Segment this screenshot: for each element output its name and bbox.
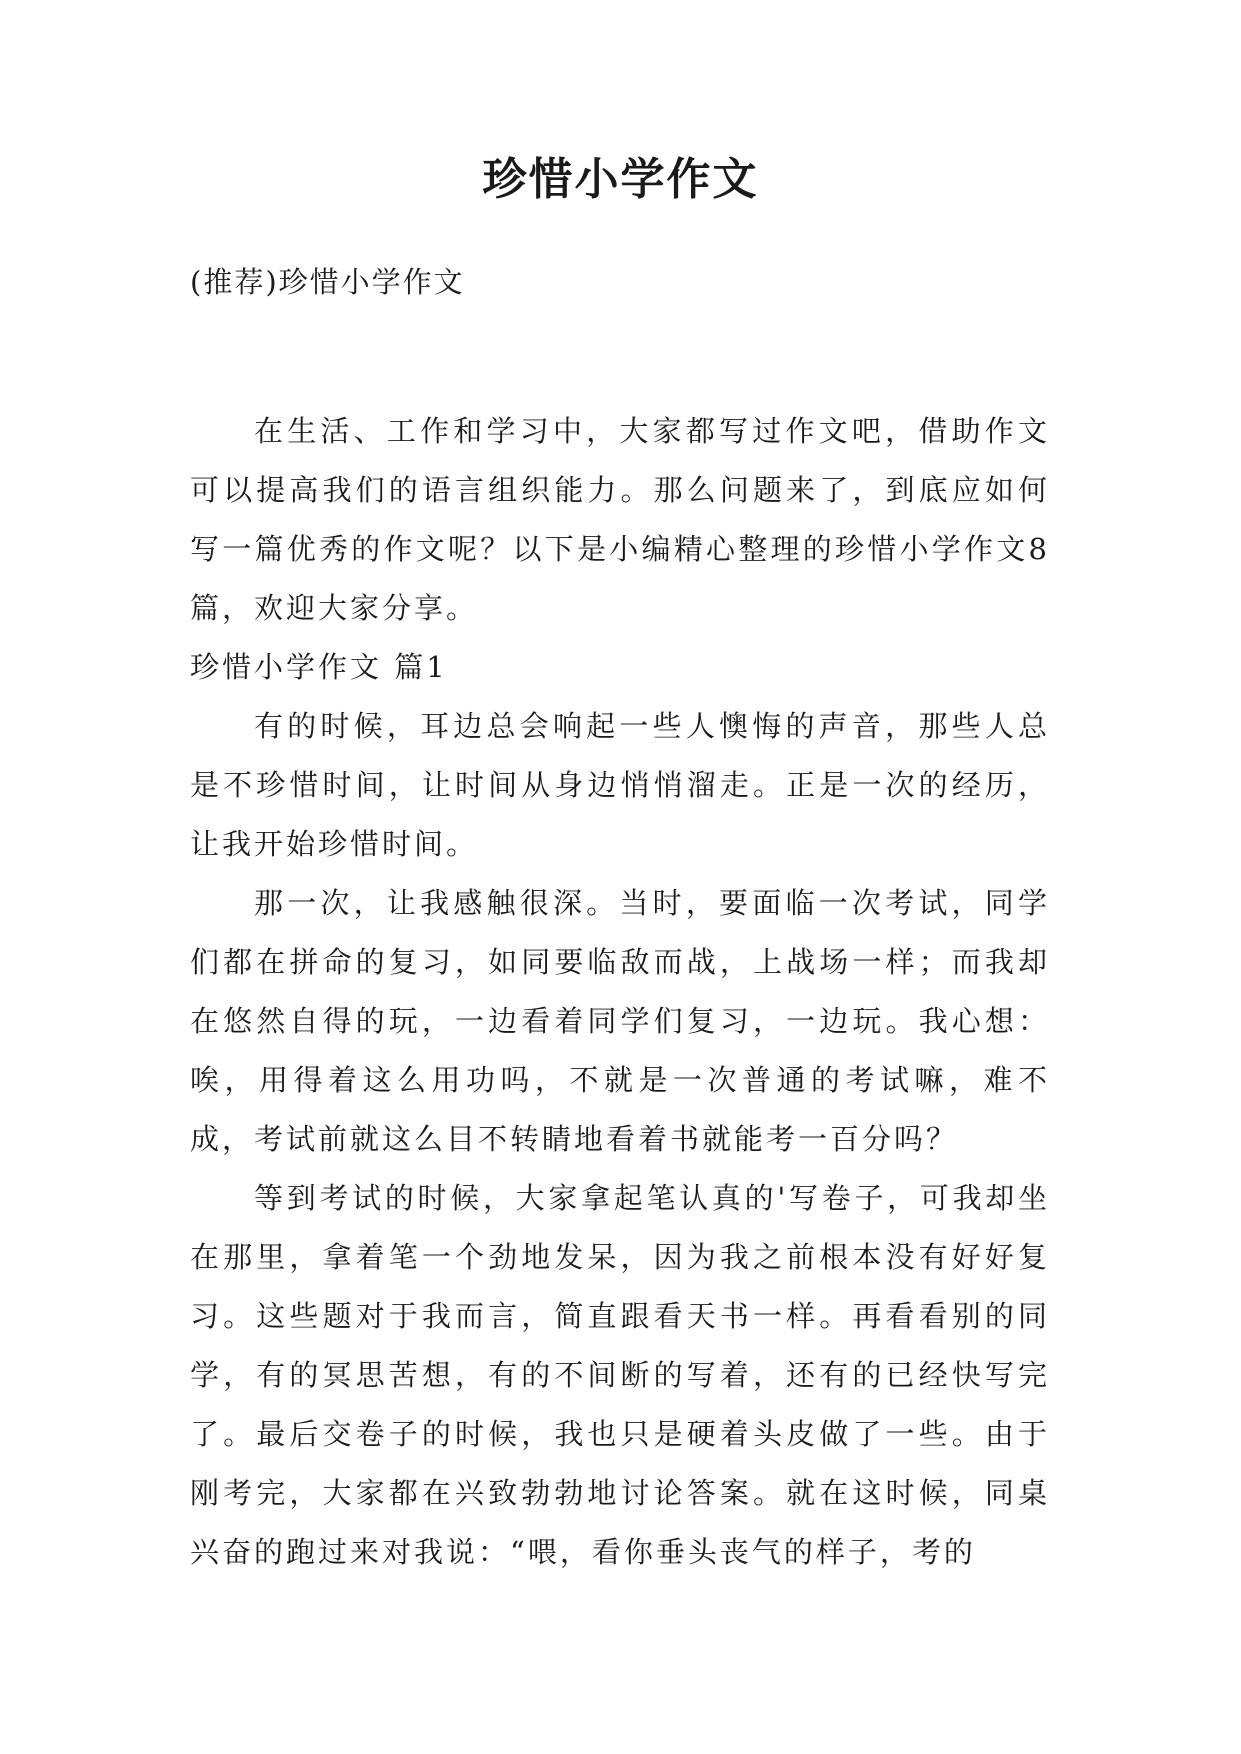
body-paragraph: 有的时候，耳边总会响起一些人懊悔的声音，那些人总是不珍惜时间，让时间从身边悄悄溜走。正是一次的经历，让我开始珍惜时间。	[190, 709, 1050, 861]
intro-paragraph: 在生活、工作和学习中，大家都写过作文吧，借助作文可以提高我们的语言组织能力。那么问题来了，到底应如何写一篇优秀的作文呢？以下是小编精心整理的珍惜小学作文8篇，欢迎大家分享。	[190, 414, 1050, 625]
document-body	[190, 402, 1050, 1582]
document-title: 珍惜小学作文	[482, 154, 759, 205]
section-heading: 珍惜小学作文 篇1	[190, 650, 448, 684]
body-paragraph: 那一次，让我感触很深。当时，要面临一次考试，同学们都在拼命的复习，如同要临敌而战，上战场一样；而我却在悠然自得的玩，一边看着同学们复习，一边玩。我心想：唉，用得着这么用功吗，不就是一次普通的考试嘛，难不成，考试前就这么目不转睛地看着书就能考一百分吗？	[190, 886, 1050, 1156]
document-subtitle: (推荐)珍惜小学作文	[190, 265, 465, 299]
body-paragraph: 等到考试的时候，大家拿起笔认真的'写卷子，可我却坐在那里，拿着笔一个劲地发呆，因为我之前根本没有好好复习。这些题对于我而言，简直跟看天书一样。再看看别的同学，有的冥思苦想，有的不间断的写着，还有的已经快写完了。最后交卷子的时候，我也只是硬着头皮做了一些。由于刚考完，大家都在兴致勃勃地讨论答案。就在这时候，同桌兴奋的跑过来对我说：“喂，看你垂头丧气的样子，考的	[190, 1181, 1050, 1569]
